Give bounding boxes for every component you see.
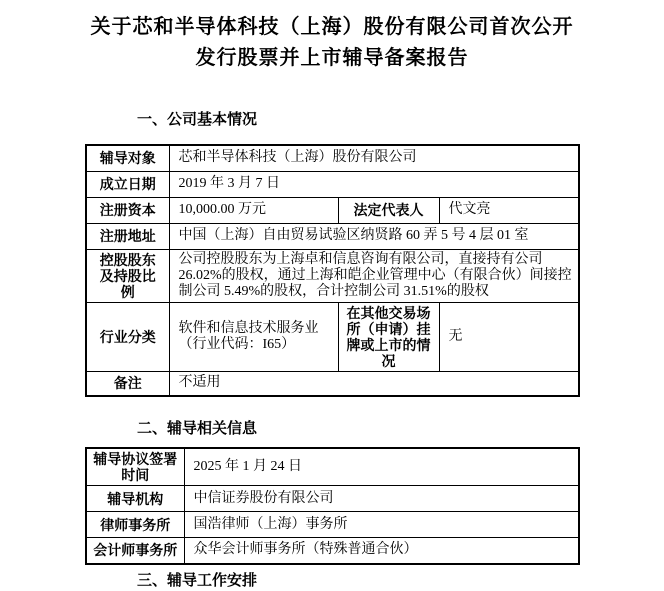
registered-capital-label: 注册资本 (86, 197, 169, 223)
law-firm-label: 律师事务所 (86, 512, 184, 538)
table-row (86, 512, 579, 538)
registered-capital-value: 10,000.00 万元 (169, 197, 338, 223)
remarks-label: 备注 (86, 371, 169, 396)
table-row (86, 145, 579, 171)
agreement-signing-label: 辅导协议签署时间 (86, 448, 184, 486)
registered-address-value: 中国（上海）自由贸易试验区纳贤路 60 弄 5 号 4 层 01 室 (169, 223, 579, 249)
counseling-info-table (85, 447, 580, 565)
section-heading-counseling-info: 二、辅导相关信息 (137, 420, 258, 437)
table-row (86, 486, 579, 512)
other-listing-label: 在其他交易场所（申请）挂牌或上市的情况 (338, 302, 439, 371)
table-row (86, 448, 579, 486)
legal-representative-label: 法定代表人 (338, 197, 439, 223)
document-title-line2: 发行股票并上市辅导备案报告 (195, 47, 469, 69)
section-heading-basic-info: 一、公司基本情况 (137, 111, 258, 128)
other-listing-value: 无 (439, 302, 579, 371)
agreement-signing-value: 2025 年 1 月 24 日 (184, 448, 579, 486)
table-row (86, 302, 579, 371)
document-title (0, 12, 664, 74)
counseling-institution-label: 辅导机构 (86, 486, 184, 512)
document-page (0, 12, 664, 589)
industry-label: 行业分类 (86, 302, 169, 371)
table-row (86, 249, 579, 302)
section-heading-work-plan: 三、辅导工作安排 (137, 571, 258, 589)
accounting-firm-label: 会计师事务所 (86, 538, 184, 564)
table-row (86, 371, 579, 396)
table-row (86, 197, 579, 223)
registered-address-label: 注册地址 (86, 223, 169, 249)
document-title-line1: 关于芯和半导体科技（上海）股份有限公司首次公开 (90, 16, 574, 38)
counseling-target-label: 辅导对象 (86, 145, 169, 171)
remarks-value: 不适用 (169, 371, 579, 396)
basic-info-table (85, 144, 580, 397)
law-firm-value: 国浩律师（上海）事务所 (184, 512, 579, 538)
controlling-shareholder-value: 公司控股股东为上海卓和信息咨询有限公司，直接持有公司 26.02%的股权，通过上海和皑企业管理中心（有限合伙）间接控制公司 5.49%的股权，合计控制公司 31.51%的股权 (169, 249, 579, 302)
controlling-shareholder-label: 控股股东及持股比例 (86, 249, 169, 302)
industry-value: 软件和信息技术服务业（行业代码：I65） (169, 302, 338, 371)
counseling-target-value: 芯和半导体科技（上海）股份有限公司 (169, 145, 579, 171)
legal-representative-value: 代文亮 (439, 197, 579, 223)
accounting-firm-value: 众华会计师事务所（特殊普通合伙） (184, 538, 579, 564)
counseling-institution-value: 中信证券股份有限公司 (184, 486, 579, 512)
table-row (86, 223, 579, 249)
established-date-label: 成立日期 (86, 171, 169, 197)
established-date-value: 2019 年 3 月 7 日 (169, 171, 579, 197)
table-row (86, 538, 579, 564)
table-row (86, 171, 579, 197)
